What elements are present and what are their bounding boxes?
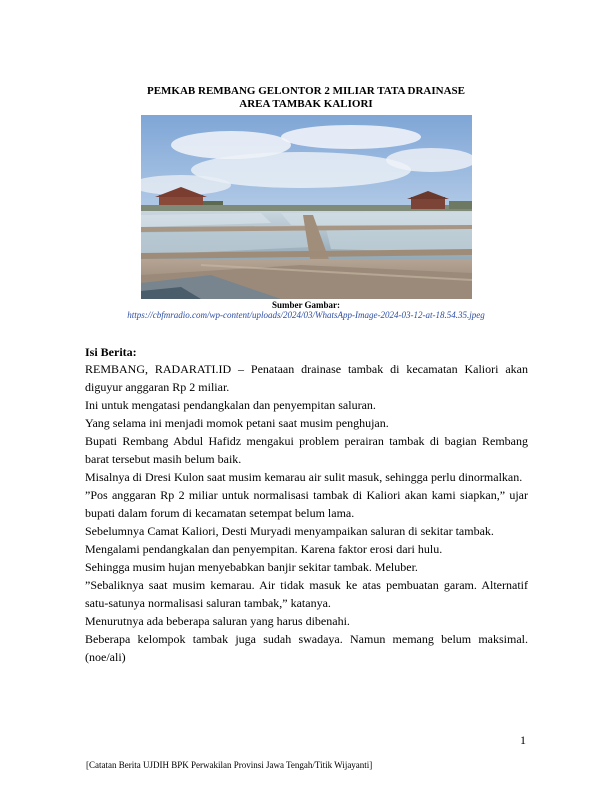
paragraph: Yang selama ini menjadi momok petani saat musim penghujan.	[85, 416, 389, 430]
salt-pond-photo	[141, 115, 472, 299]
page-number: 1	[520, 733, 526, 747]
paragraph: Misalnya di Dresi Kulon saat musim kemarau air sulit masuk, sehingga perlu dinormalkan.	[85, 470, 523, 484]
paragraph: Beberapa kelompok tambak juga sudah swadaya. Namun memang belum maksimal. (noe/ali)	[85, 632, 528, 664]
paragraph: ”Sebaliknya saat musim kemarau. Air tidak masuk ke atas pembuatan garam. Alternatif satu-satunya normalisasi saluran tambak,” katanya.	[85, 578, 528, 610]
footer-note: [Catatan Berita UJDIH BPK Perwakilan Provinsi Jawa Tengah/Titik Wijayanti]	[86, 760, 373, 770]
image-source-link[interactable]: https://cbfmradio.com/wp-content/uploads/2024/03/WhatsApp-Image-2024-03-12-at-18.54.35.jpeg	[127, 310, 485, 320]
paragraph: REMBANG, RADARATI.ID – Penataan drainase tambak di kecamatan Kaliori akan diguyur anggaran Rp 2 miliar.	[85, 362, 528, 394]
paragraph: Mengalami pendangkalan dan penyempitan. Karena faktor erosi dari hulu.	[85, 542, 443, 556]
paragraph: ”Pos anggaran Rp 2 miliar untuk normalisasi tambak di Kaliori akan kami siapkan,” ujar bupati dalam forum di kecamatan setempat belum lama.	[85, 488, 528, 520]
section-heading: Isi Berita:	[85, 345, 137, 359]
title-line-2: AREA TAMBAK KALIORI	[239, 98, 373, 110]
article-title	[0, 85, 612, 111]
paragraph: Menurutnya ada beberapa saluran yang harus dibenahi.	[85, 614, 350, 628]
paragraph: Sebelumnya Camat Kaliori, Desti Muryadi menyampaikan saluran di sekitar tambak.	[85, 524, 494, 538]
paragraph: Bupati Rembang Abdul Hafidz mengakui problem perairan tambak di bagian Rembang barat tersebut masih belum baik.	[85, 434, 528, 466]
article-body	[85, 360, 528, 666]
title-line-1: PEMKAB REMBANG GELONTOR 2 MILIAR TATA DRAINASE	[146, 85, 466, 97]
paragraph: Sehingga musim hujan menyebabkan banjir sekitar tambak. Meluber.	[85, 560, 418, 574]
paragraph: Ini untuk mengatasi pendangkalan dan penyempitan saluran.	[85, 398, 376, 412]
image-caption: Sumber Gambar:	[271, 300, 341, 310]
